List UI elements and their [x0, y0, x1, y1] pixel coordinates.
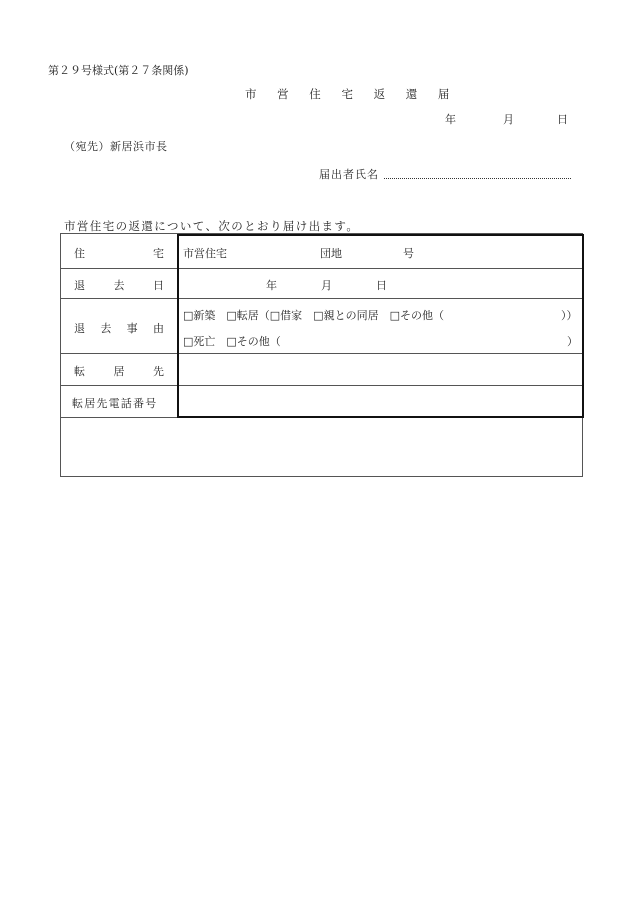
housing-danchi-label: 団地 — [320, 247, 342, 260]
intro-text: 市営住宅の返還について、次のとおり届け出ます。 — [64, 219, 360, 233]
form-number: 第２９号様式(第２７条関係) — [48, 64, 189, 77]
applicant-name-label: 届出者氏名 — [319, 168, 379, 181]
reason-options-line2[interactable]: □死亡 □その他（ — [183, 335, 281, 348]
new-phone-field[interactable] — [180, 388, 580, 415]
leave-date-label: 退 去 日 — [74, 279, 164, 292]
housing-danchi-field[interactable] — [238, 240, 318, 262]
addressee: （宛先）新居浜市長 — [64, 140, 168, 153]
remarks-blank-area[interactable] — [62, 419, 581, 475]
reason-line1-close: ）） — [561, 309, 578, 322]
housing-label: 住 宅 — [74, 247, 164, 260]
leave-day-label: 日 — [376, 279, 387, 292]
applicant-name-field[interactable] — [384, 178, 571, 179]
housing-prefix: 市営住宅 — [183, 247, 227, 260]
date-day-label: 日 — [557, 113, 568, 126]
leave-year-field[interactable] — [180, 271, 262, 295]
date-month-label: 月 — [503, 113, 514, 126]
leave-reason-label: 退 去 事 由 — [74, 322, 164, 335]
new-phone-label: 転居先電話番号 — [72, 397, 158, 410]
new-address-field[interactable] — [180, 356, 580, 383]
housing-go-label: 号 — [403, 247, 414, 260]
leave-month-label: 月 — [321, 279, 332, 292]
reason-options-line1[interactable]: □新築 □転居（□借家 □親との同居 □その他（ — [183, 309, 444, 322]
document-title: 市 営 住 宅 返 還 届 — [245, 87, 458, 101]
housing-number-field[interactable] — [350, 240, 400, 262]
date-year-label: 年 — [445, 113, 456, 126]
leave-year-label: 年 — [266, 279, 277, 292]
reason-line2-close: ） — [567, 335, 578, 348]
new-address-label: 転 居 先 — [74, 365, 164, 378]
